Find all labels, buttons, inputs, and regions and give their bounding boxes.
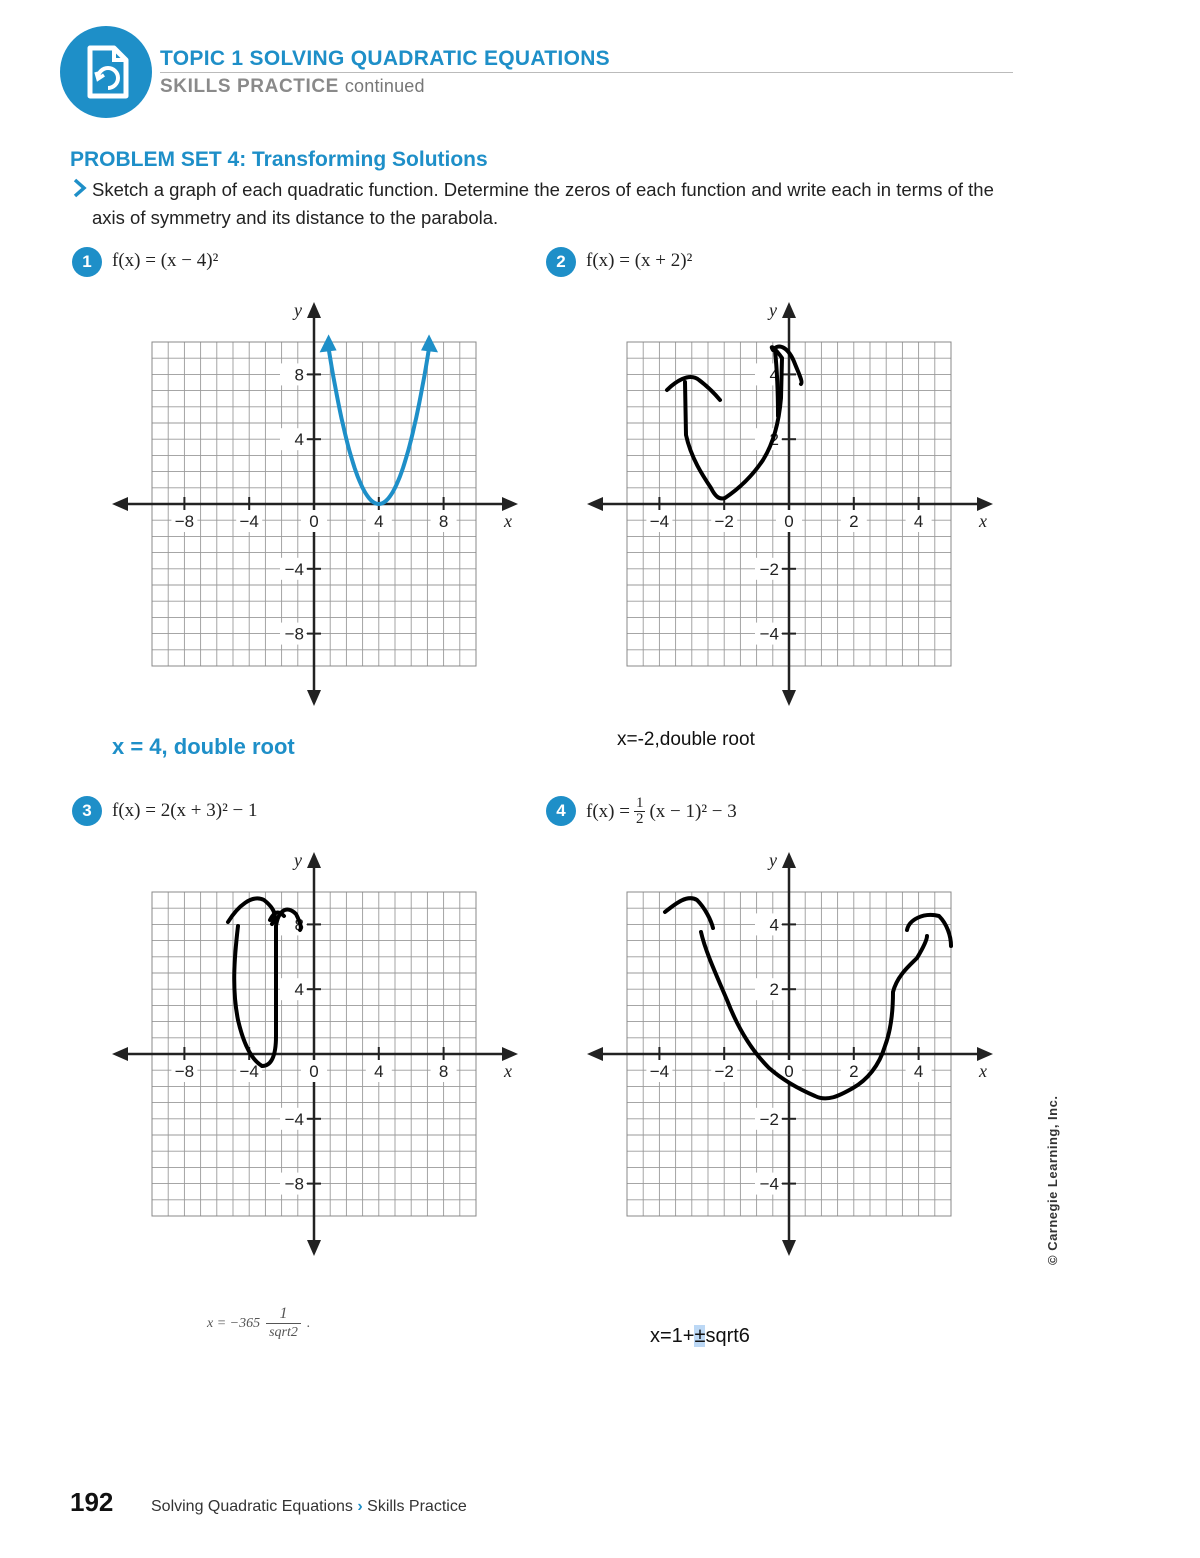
x-tick-label: 4 [374,512,384,531]
x-axis-arrow-left [587,497,603,511]
y-tick-label: −4 [759,624,779,644]
problem-2-answer[interactable]: x=-2,double root [617,729,755,750]
graph-2 [575,290,1005,715]
x-tick-label: 0 [309,1062,319,1081]
y-tick-label: −2 [759,559,779,579]
y-tick-label: 2 [769,980,779,1000]
problem-4-fraction-den: 2 [635,811,644,827]
problem-3-answer-den: sqrt2 [266,1323,301,1342]
y-tick-label: 8 [294,365,304,385]
x-tick-label: 4 [374,1062,384,1081]
x-tick-label: −4 [649,512,670,531]
copyright-notice: © Carnegie Learning, Inc. [1045,1095,1060,1265]
y-axis-label: y [294,300,302,320]
problem-3-answer-num: 1 [279,1305,288,1322]
problem-3-badge: 3 [72,796,102,826]
header-rule [160,72,1013,73]
y-axis-label: y [769,850,777,870]
problem-1-answer: x = 4, double root [112,734,295,759]
x-axis-arrow-left [112,1047,128,1061]
handwritten-stroke [665,898,713,928]
x-axis-arrow-right [502,497,518,511]
x-tick-label: −4 [239,1062,259,1081]
y-tick-label: 2 [769,430,779,450]
x-tick-label: −8 [174,1062,195,1081]
x-axis-arrow-right [502,1047,518,1061]
problem-set-title: PROBLEM SET 4: Transforming Solutions [70,148,488,171]
x-tick-label: 0 [784,1062,794,1081]
topic-title: TOPIC 1 SOLVING QUADRATIC EQUATIONS [160,47,610,70]
y-tick-label: −4 [284,1109,304,1129]
text-selection: ± [694,1325,706,1347]
x-axis-label: x [979,511,987,531]
y-axis-arrow-up [782,852,796,868]
graph-4 [575,840,1005,1265]
problem-4-function [586,796,737,827]
problem-3-function: f(x) = 2(x + 3)² − 1 [112,800,258,821]
problem-4-fraction [634,796,646,827]
problem-3-answer[interactable] [207,1305,310,1342]
x-tick-label: 2 [849,1062,859,1081]
y-tick-label: −2 [759,1109,779,1129]
x-tick-label: −2 [714,512,734,531]
problem-2-badge: 2 [546,247,576,277]
problem-4-function-lead: f(x) = [586,800,630,822]
x-tick-label: 4 [913,1062,924,1081]
x-axis-arrow-left [112,497,128,511]
x-tick-label: −2 [714,1062,734,1081]
y-tick-label: −8 [284,1174,304,1194]
y-axis-arrow-down [782,690,796,706]
problem-4-fraction-num: 1 [635,795,644,811]
topic-logo [60,26,152,118]
y-axis-arrow-down [307,690,321,706]
y-axis-arrow-up [782,302,796,318]
x-tick-label: −4 [239,512,259,531]
x-tick-label: 8 [438,512,449,531]
y-tick-label: 4 [294,980,304,1000]
y-tick-label: 4 [769,915,779,935]
problem-4-answer-trail: sqrt6 [705,1325,750,1347]
problem-3-answer-lead: x = −365 [207,1315,261,1331]
instructions: Sketch a graph of each quadratic function. Determine the zeros of each function and write each in terms of the axis of symmetry and its distance to the parabola. [92,179,994,228]
page-number: 192 [70,1487,114,1517]
problem-4-answer[interactable] [650,1325,750,1348]
y-tick-label: −4 [759,1174,779,1194]
chevron-right-icon: › [357,1498,363,1515]
breadcrumb-part-1: Solving Quadratic Equations [151,1498,353,1515]
handwritten-stroke [907,915,951,946]
x-axis-arrow-right [977,497,993,511]
curve-arrow-left [320,334,337,352]
problem-4-answer-lead: x=1+ [650,1325,695,1347]
x-axis-arrow-right [977,1047,993,1061]
y-axis-arrow-up [307,302,321,318]
chevron-right-icon [70,177,90,199]
y-tick-label: 4 [294,430,304,450]
x-tick-label: 2 [849,512,859,531]
problem-4-badge: 4 [546,796,576,826]
problem-2-function: f(x) = (x + 2)² [586,250,693,271]
x-tick-label: 4 [913,512,924,531]
graph-3 [100,840,530,1265]
footer-breadcrumb [151,1498,467,1516]
x-tick-label: 0 [784,512,794,531]
document-refresh-icon [60,26,152,118]
y-tick-label: −8 [284,624,304,644]
y-axis-arrow-down [782,1240,796,1256]
graph-1 [100,290,530,715]
handwritten-stroke [228,898,275,924]
y-axis-label: y [769,300,777,320]
x-tick-label: −8 [174,512,195,531]
handwritten-stroke [667,377,720,400]
problem-1-badge: 1 [72,247,102,277]
y-axis-arrow-up [307,852,321,868]
section-suffix: continued [344,76,425,96]
y-axis-arrow-down [307,1240,321,1256]
y-tick-label: 4 [769,365,779,385]
x-axis-arrow-left [587,1047,603,1061]
problem-3-answer-fraction [266,1305,301,1342]
y-tick-label: 8 [294,915,304,935]
problem-1-function: f(x) = (x − 4)² [112,250,219,271]
x-axis-label: x [504,511,512,531]
problem-3-answer-trail: . [306,1315,311,1331]
breadcrumb-part-2: Skills Practice [367,1498,467,1515]
x-tick-label: −4 [649,1062,670,1081]
problem-4-function-trail: (x − 1)² − 3 [649,800,737,822]
section-label [160,76,425,98]
y-axis-label: y [294,850,302,870]
x-axis-label: x [504,1061,512,1081]
y-tick-label: −4 [284,559,304,579]
x-tick-label: 8 [438,1062,449,1081]
section-label-text: SKILLS PRACTICE [160,76,339,97]
handwritten-stroke [775,350,778,416]
curve-arrow-right [421,334,438,352]
x-axis-label: x [979,1061,987,1081]
handwritten-stroke [685,346,802,498]
x-tick-label: 0 [309,512,319,531]
